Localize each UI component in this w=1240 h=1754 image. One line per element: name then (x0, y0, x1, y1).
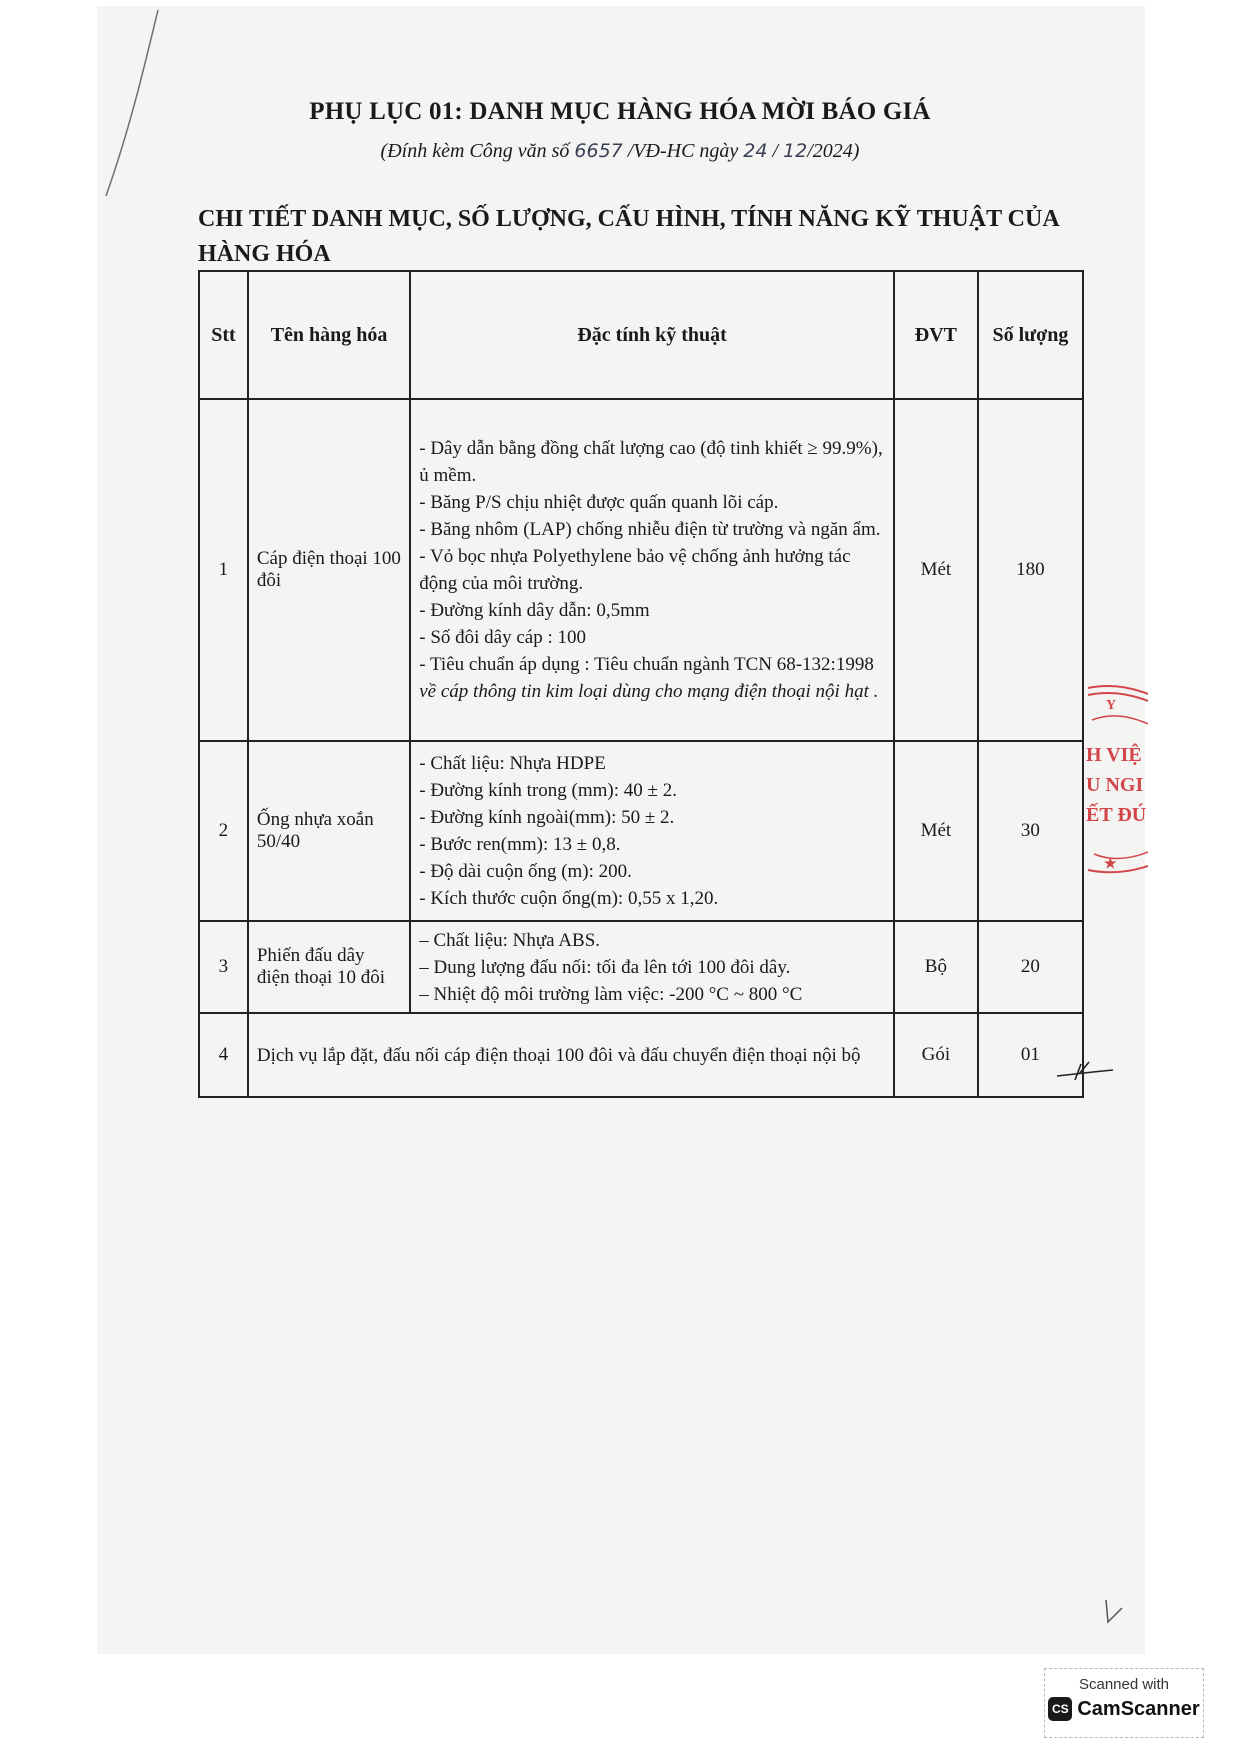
stamp-line: Y (1106, 698, 1117, 713)
spec-line: - Số đôi dây cáp : 100 (419, 627, 587, 648)
row-unit: Mét (894, 741, 978, 921)
camscanner-logo-icon: CS (1048, 1697, 1072, 1721)
table-row (199, 921, 1083, 1013)
row-qty: 30 (978, 741, 1083, 921)
row-spec (410, 921, 894, 1013)
header-stt: Stt (199, 271, 248, 399)
watermark-brand (1045, 1697, 1203, 1721)
camscanner-watermark (1044, 1668, 1204, 1738)
row-unit: Gói (894, 1013, 978, 1097)
row-name: Cáp điện thoại 100 đôi (248, 399, 410, 741)
stamp-line: ẾT ĐÚ (1086, 804, 1147, 826)
stamp-line: H VIỆ (1086, 744, 1142, 766)
spec-line: - Bước ren(mm): 13 ± 0,8. (419, 834, 621, 855)
row-stt: 1 (199, 399, 248, 741)
standard-italic: về cáp thông tin kim loại dùng cho mạng điện thoại nội hạt . (419, 681, 879, 702)
page-title: PHỤ LỤC 01: DANH MỤC HÀNG HÓA MỜI BÁO GIÁ (309, 98, 931, 125)
row-service-description: Dịch vụ lắp đặt, đấu nối cáp điện thoại 100 đôi và đấu chuyển điện thoại nội bộ (248, 1013, 894, 1097)
ref-suffix: /2024) (807, 140, 860, 162)
watermark-caption: Scanned with (1078, 1676, 1170, 1693)
goods-table (198, 270, 1084, 1098)
row-stt: 3 (199, 921, 248, 1013)
header-unit: ĐVT (894, 271, 978, 399)
row-unit: Mét (894, 399, 978, 741)
spec-line: - Băng nhôm (LAP) chống nhiễu điện từ trường và ngăn ẩm. (419, 519, 881, 540)
spec-line: - Vỏ bọc nhựa Polyethylene bảo vệ chống ảnh hưởng tác động của môi trường. (419, 546, 851, 594)
table-row (199, 1013, 1083, 1097)
row-name: Phiến đấu dây điện thoại 10 đôi (248, 921, 410, 1013)
ref-mid: /VĐ-HC ngày (622, 140, 744, 162)
spec-line: – Chất liệu: Nhựa ABS. (419, 929, 601, 951)
section-heading: CHI TIẾT DANH MỤC, SỐ LƯỢNG, CẤU HÌNH, TÍNH NĂNG KỸ THUẬT CỦA HÀNG HÓA (198, 206, 1059, 267)
ref-month: 12 (783, 140, 808, 162)
table-row (199, 399, 1083, 741)
row-qty: 20 (978, 921, 1083, 1013)
watermark-brand-name: CamScanner (1077, 1697, 1200, 1720)
ref-sep: / (767, 140, 784, 162)
table-header-row (199, 271, 1083, 399)
row-spec (410, 399, 894, 741)
spec-line: - Chất liệu: Nhựa HDPE (419, 753, 606, 774)
row-qty: 180 (978, 399, 1083, 741)
row-stt: 4 (199, 1013, 248, 1097)
row-qty: 01 (978, 1013, 1083, 1097)
handwritten-initial (1055, 1058, 1115, 1082)
ref-doc-number: 6657 (574, 140, 623, 162)
stamp-star-icon: ★ (1104, 857, 1117, 872)
spec-line: – Nhiệt độ môi trường làm việc: -200 °C ~ 800 °C (419, 983, 803, 1005)
row-spec (410, 741, 894, 921)
header-qty: Số lượng (978, 271, 1083, 399)
spec-line: - Đường kính trong (mm): 40 ± 2. (419, 780, 677, 801)
attachment-reference (0, 140, 1240, 163)
row-name: Ống nhựa xoắn 50/40 (248, 741, 410, 921)
stamp-line: U NGI (1086, 774, 1144, 796)
spec-line: - Đường kính ngoài(mm): 50 ± 2. (419, 807, 675, 828)
ref-prefix: (Đính kèm Công văn số (380, 140, 575, 162)
row-unit: Bộ (894, 921, 978, 1013)
header-spec: Đặc tính kỹ thuật (410, 271, 894, 399)
spec-line: - Dây dẫn bằng đồng chất lượng cao (độ tinh khiết ≥ 99.9%), ủ mềm. (419, 438, 883, 486)
row-stt: 2 (199, 741, 248, 921)
table-row (199, 741, 1083, 921)
spec-line: - Độ dài cuộn ống (m): 200. (419, 861, 632, 882)
spec-line: - Kích thước cuộn ống(m): 0,55 x 1,20. (419, 888, 719, 909)
handwritten-page-mark (1102, 1598, 1126, 1624)
standard-plain: - Tiêu chuẩn áp dụng : Tiêu chuẩn ngành TCN 68-132:1998 (419, 654, 874, 675)
spec-line: - Băng P/S chịu nhiệt được quấn quanh lõi cáp. (419, 492, 779, 513)
spec-line: – Dung lượng đấu nối: tối đa lên tới 100 đôi dây. (419, 956, 791, 978)
header-name: Tên hàng hóa (248, 271, 410, 399)
spec-line-standard (419, 651, 885, 705)
ref-day: 24 (743, 140, 768, 162)
spec-line: - Đường kính dây dẫn: 0,5mm (419, 600, 650, 621)
